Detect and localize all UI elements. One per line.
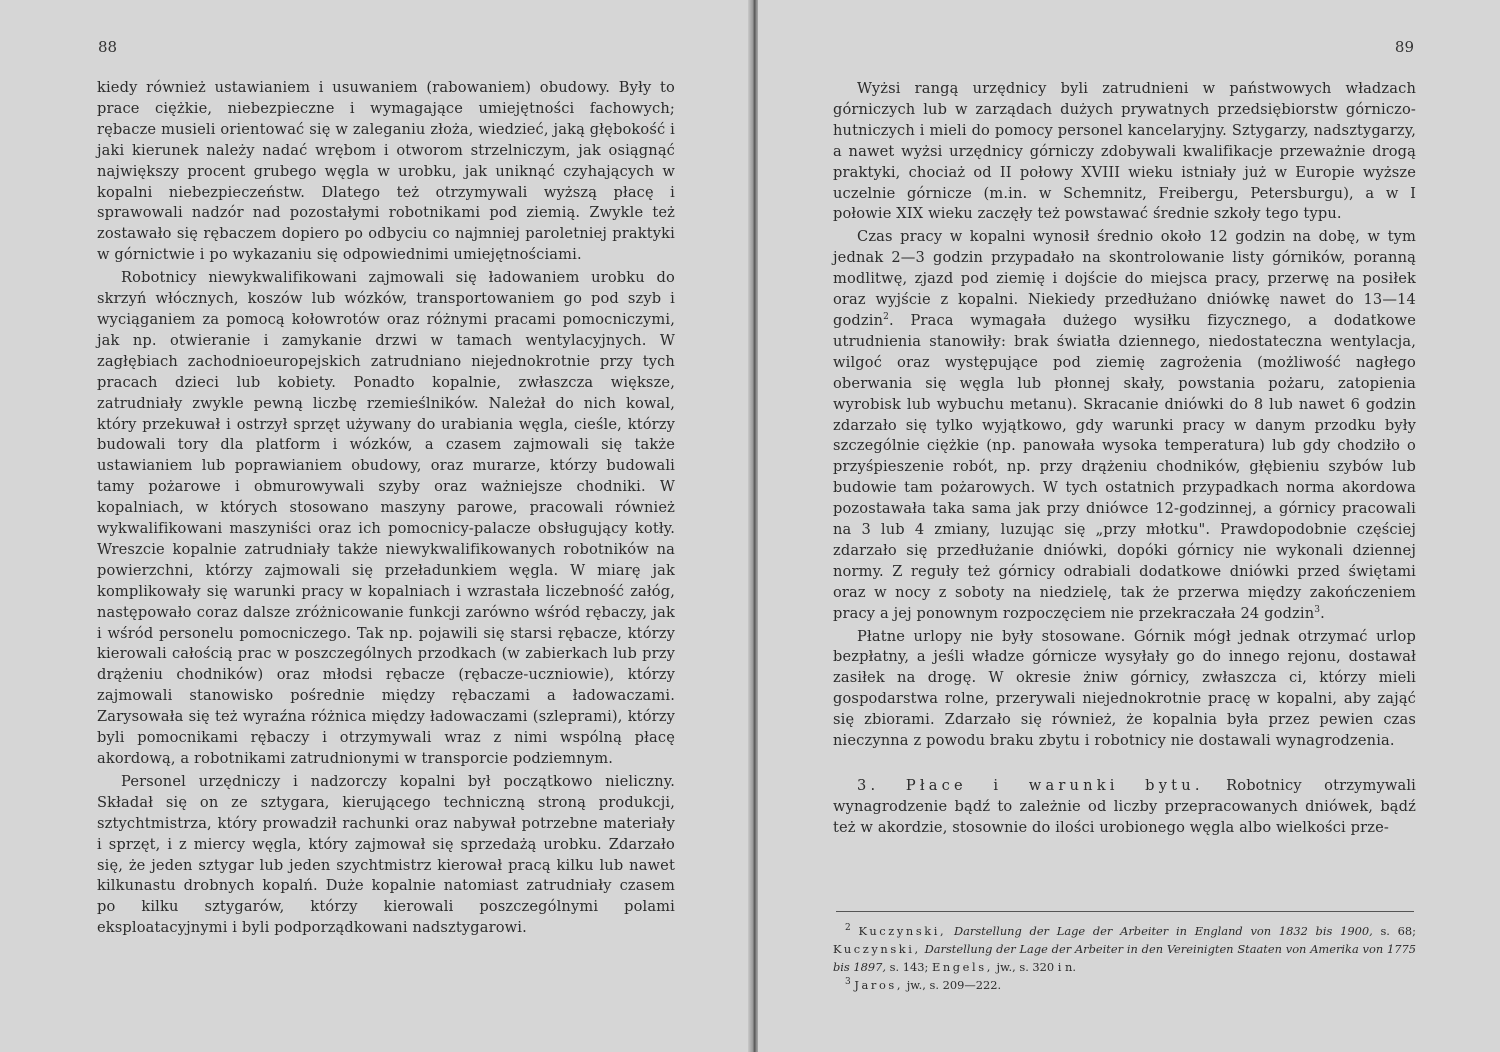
page-number: 88 [98,38,118,56]
paragraph: Płatne urlopy nie były stosowane. Górnik mógł jednak otrzymać urlop bezpłatny, a jeśli władze górnicze wysyłały go do innego rejonu, dostawał zasiłek na drogę. W okresie żniw górnicy, zwłaszcza ci, którzy mieli gospodarstwa rolne, przerywali niejednokrotnie pracę w kopalni, aby zająć się zbiorami. Zdarzało się również, że kopalnia była przez pewien czas nieczynna z powodu braku zbytu i robotnicy nie dostawali wynagrodzenia. [833,627,1416,750]
footnote-marker: 2 [845,923,851,934]
footnote-title: Darstellung der Lage der Arbeiter in England von 1832 bis 1900, [954,924,1373,938]
footnote-author: Kuczynski, [833,942,921,956]
footnote-ref: s. 143; [886,960,932,974]
paragraph-text: . Praca wymagała dużego wysiłku fizycznego, a dodatkowe utrudnienia stanowiły: brak światła dziennego, niedostateczna wentylacja, wilgoć oraz występujące pod ziemię zagrożenia (możliwość nagłego oberwania się węgla lub płonnej skały, powstania pożaru, zatopienia wyrobisk lub wybuchu metanu). Skracanie dniówki do 8 lub nawet 6 godzin zdarzało się tylko wyjątkowo, gdy warunki pracy w danym przodku były szczególnie ciężkie (np. panowała wysoka temperatura) lub gdy chodziło o przyśpieszenie robót, np. przy drążeniu chodników, głębieniu szybów lub budowie tam pożarowych. W tych ostatnich przypadkach norma akordowa pozostawała taka sama jak przy dniówce 12-godzinnej, a górnicy pracowali na 3 lub 4 zmiany, luzując się „przy młotku". Prawdopodobnie częściej zdarzało się przedłużanie dniówki, dopóki górnicy nie wykonali dziennej normy. Z reguły też górnicy odrabiali dodatkowe dniówki przed świętami oraz w nocy z soboty na niedzielę, tak że przerwa między zakończeniem pracy a jej ponownym rozpoczęciem nie przekraczała 24 godzin [833,311,1416,622]
section-heading: 3. Płace i warunki bytu. [857,777,1204,794]
footnotes [833,922,1416,994]
footnote-title: Darstellung der Lage der Arbeiter in den Vereinigten Staaten von Amerika von 1775 bis 1897, [833,942,1416,974]
footnote-ref: 3 [1314,604,1321,615]
left-page-body [97,78,675,941]
paragraph: Personel urzędniczy i nadzorczy kopalni był początkowo nieliczny. Składał się on ze sztygara, kierującego techniczną stroną produkcji, sztychtmistrza, który prowadził rachunki oraz nabywał potrzebne materiały i sprzęt, i z miercy węgla, który zajmował się sprzedażą urobku. Zdarzało się, że jeden sztygar lub jeden szychtmistrz kierował pracą kilku lub nawet kilkunastu drobnych kopalń. Duże kopalnie natomiast zatrudniały czasem po kilku sztygarów, którzy kierowali poszczególnymi polami eksploatacyjnymi i byli podporządkowani nadsztygarowi. [97,772,675,937]
paragraph-text: Czas pracy w kopalni wynosił średnio około 12 godzin na dobę, w tym jednak 2—3 godzin przypadało na skontrolowanie listy górników, poranną modlitwę, zjazd pod ziemię i dojście do miejsca pracy, przerwę na posiłek oraz wyjście z kopalni. Niekiedy przedłużano dniówkę nawet do 13—14 godzin [833,228,1416,329]
footnote [833,976,1416,994]
paragraph [833,227,1416,624]
right-page-body [833,79,1416,841]
footnote-ref: 2 [883,312,890,323]
footnote-marker: 3 [845,977,851,988]
footnote-ref: s. 68; [1372,924,1416,938]
footnote [833,922,1416,976]
right-page [758,0,1500,1052]
paragraph: Robotnicy niewykwalifikowani zajmowali się ładowaniem urobku do skrzyń włócznych, koszów lub wózków, transportowaniem go pod szyb i wyciąganiem za pomocą kołowrotów oraz różnymi pracami pomocniczymi, jak np. otwieranie i zamykanie drzwi w tamach wentylacyjnych. W zagłębiach zachodnioeuropejskich zatrudniano niejednokrotnie przy tych pracach dzieci lub kobiety. Ponadto kopalnie, zwłaszcza większe, zatrudniały zwykle pewną liczbę rzemieślników. Należał do nich kowal, który przekuwał i ostrzył sprzęt używany do urabiania węgla, cieśle, którzy budowali tory dla platform i wózków, a czasem zajmowali się także ustawianiem lub poprawianiem obudowy, oraz murarze, którzy budowali tamy pożarowe i obmurowywali szyby oraz ważniejsze chodniki. W kopalniach, w których stosowano maszyny parowe, pracowali również wykwalifikowani maszyniści oraz ich pomocnicy-palacze obsługujący kotły. Wreszcie kopalnie zatrudniały także niewykwalifikowanych robotników na powierzchni, którzy zajmowali się przeładunkiem węgla. W miarę jak komplikowały się warunki pracy w kopalniach i wzrastała liczebność załóg, następowało coraz dalsze zróżnicowanie funkcji zarówno wśród rębaczy, jak i wśród personelu pomocniczego. Tak np. pojawili się starsi rębacze, którzy kierowali całością prac w poszczególnych przodkach (w zabierkach lub przy drążeniu chodników) oraz młodsi rębacze (rębacze-uczniowie), którzy zajmowali stanowisko pośrednie między rębaczami a ładowaczami. Zarysowała się też wyraźna różnica między ładowaczami (szleprami), którzy byli pomocnikami rębaczy i otrzymywali wraz z nimi wspólną płacę akordową, a robotnikami zatrudnionymi w transporcie podziemnym. [97,269,675,767]
footnote-ref: jw., s. 320 i n. [992,960,1077,974]
footnote-ref: jw., s. 209—222. [903,978,1002,992]
page-number: 89 [1394,38,1414,56]
section-paragraph [833,776,1416,839]
paragraph: Wyżsi rangą urzędnicy byli zatrudnieni w państwowych władzach górniczych lub w zarządach dużych prywatnych przedsiębiorstw górniczo-hutniczych i mieli do pomocy personel kancelaryjny. Sztygarzy, nadsztygarzy, a nawet wyżsi urzędnicy górniczy zdobywali kwalifikacje przeważnie drogą praktyki, chociaż od II połowy XVIII wieku istniały już w Europie wyższe uczelnie górnicze (m.in. w Schemnitz, Freibergu, Petersburgu), a w I połowie XIX wieku zaczęły też powstawać średnie szkoły tego typu. [833,80,1416,223]
paragraph-text: Robotnicy otrzymywali wynagrodzenie bądź to zależnie od liczby przepracowanych dniówek, bądź też w akordzie, stosownie do ilości urobionego węgla albo wielkości prze- [833,777,1416,836]
footnote-divider [836,911,1414,912]
footnote-author: Jaros, [854,978,904,992]
paragraph-text: . [1320,604,1325,622]
footnote-author: Engels, [931,960,993,974]
footnote-author: Kuczynski, [858,924,947,938]
paragraph: kiedy również ustawianiem i usuwaniem (rabowaniem) obudowy. Były to prace ciężkie, niebezpieczne i wymagające umiejętności fachowych; rębacze musieli orientować się w zaleganiu złoża, wiedzieć, jaką głębokość i jaki kierunek należy nadać wrębom i otworom strzelniczym, jak osiągnąć największy procent grubego węgla w urobku, jak uniknąć czyhających w kopalni niebezpieczeństw. Dlatego też otrzymywali wyższą płacę i sprawowali nadzór nad pozostałymi robotnikami pod ziemią. Zwykle też zostawało się rębaczem dopiero po odbyciu co najmniej paroletniej praktyki w górnictwie i po wykazaniu się odpowiednimi umiejętnościami. [97,79,675,264]
